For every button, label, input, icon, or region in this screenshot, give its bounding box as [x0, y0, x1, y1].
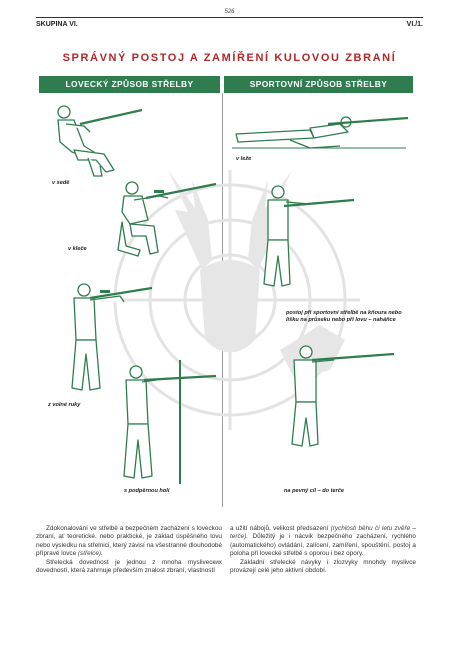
caption-sitting: v sedě — [52, 180, 70, 186]
caption-freehand: z volné ruky — [48, 402, 81, 408]
column-heading-hunting: LOVECKÝ ZPŮSOB STŘELBY — [39, 76, 220, 93]
body-paragraph: Základní střelecké návyky i zlozvyky mnohdy myslivce provázejí celé jeho aktivní období. — [230, 558, 416, 575]
page-title: SPRÁVNÝ POSTOJ A ZAMÍŘENÍ KULOVOU ZBRANÍ — [62, 52, 397, 64]
body-left-column — [36, 525, 222, 575]
top-rule — [36, 17, 423, 18]
body-paragraph: Zdokonalování ve střelbě a bezpečném zacházení s loveckou zbraní, ať teoretické, nebo praktické, je základ úspěšného lovu nebo výsledku na střelnici, který závisí na všestranné dlouhodobé přípravě lovce (střelce). — [36, 525, 222, 558]
column-heading-sport: SPORTOVNÍ ZPŮSOB STŘELBY — [224, 76, 413, 93]
caption-kneeling: v kleče — [68, 246, 87, 252]
figure-pole — [108, 358, 218, 488]
section-label: SKUPINA VI. — [36, 21, 78, 28]
caption-prone: v leže — [236, 156, 252, 162]
page-number: 526 — [224, 9, 235, 15]
body-paragraph: a užití nábojů, velikost předsazení (rychlosti běhu či letu zvěře – terče). Důležitý je i nácvik bezpečného zacházení, rychlého (automatického) ovládání, zalícení, zamíření, spouštění, postoj a poloha při lovecké střelbě s oporou i bez opory. — [230, 525, 416, 558]
caption-standing-support: postoj při sportovní střelbě na kňoura nebo lišku na průseku nebo při lovu – naháňce — [286, 310, 402, 323]
figure-prone — [230, 108, 410, 152]
caption-target: na pevný cíl – do terče — [284, 488, 345, 494]
figure-standing-support — [250, 180, 360, 290]
body-right-column — [230, 525, 416, 575]
figure-kneeling — [108, 176, 218, 262]
figure-sitting — [44, 96, 144, 180]
caption-pole: s podpěrnou holí — [124, 488, 170, 494]
figure-target — [276, 340, 396, 450]
body-paragraph: Střelecká dovednost je jednou z mnoha myslivecких dovedností, která zahrnuje především znalost zbraní, vlastností — [36, 558, 222, 575]
chapter-label: VI./1. — [406, 21, 423, 28]
